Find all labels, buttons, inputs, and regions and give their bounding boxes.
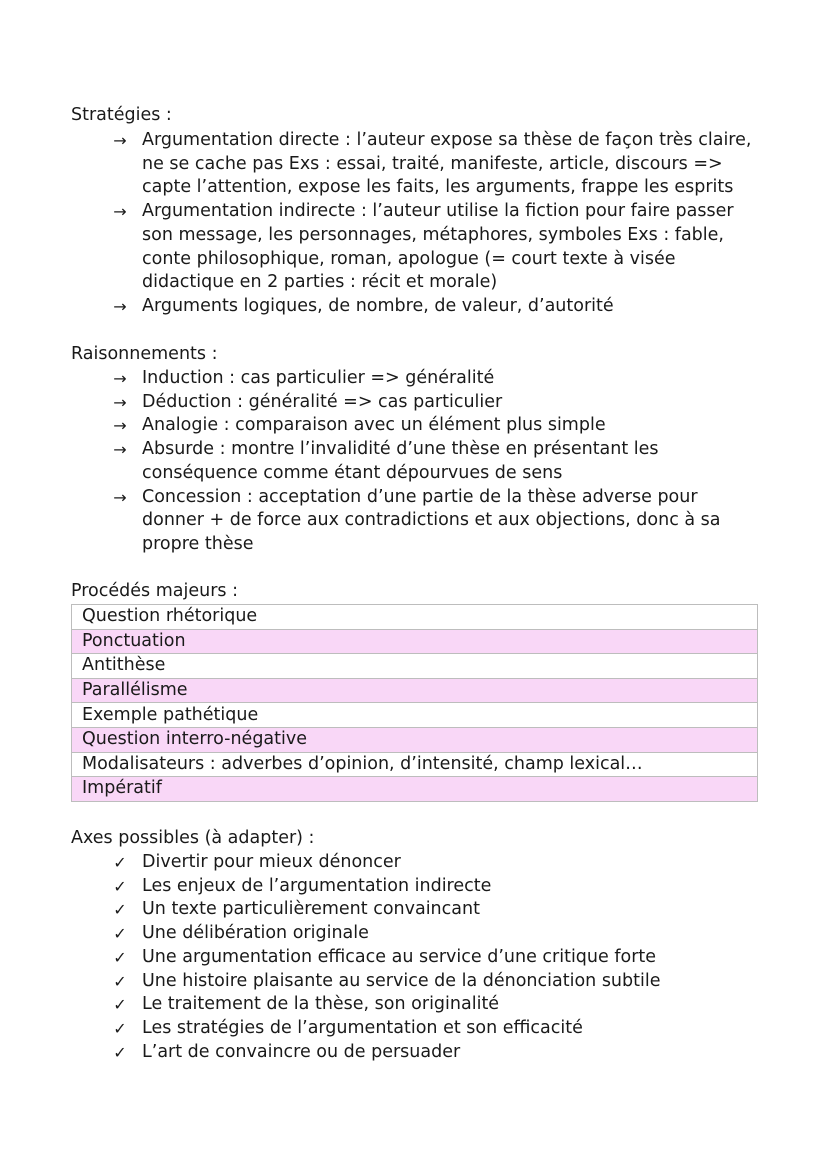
- list-item-text: Un texte particulièrement convaincant: [142, 899, 480, 920]
- check-mark-icon: ✓: [113, 1042, 127, 1062]
- list-item: [0, 875, 828, 899]
- table-cell: Ponctuation: [72, 629, 758, 654]
- right-arrow-icon: →: [113, 392, 127, 412]
- right-arrow-icon: →: [113, 131, 127, 150]
- check-mark-icon: ✓: [113, 971, 127, 991]
- table-cell: Exemple pathétique: [72, 703, 758, 728]
- list-item-text: L’art de convaincre ou de persuader: [142, 1041, 461, 1062]
- list-item-text: Analogie : comparaison avec un élément plus simple: [142, 415, 606, 436]
- table-row: [72, 727, 758, 752]
- check-mark-icon: ✓: [113, 900, 127, 920]
- check-mark-icon: ✓: [113, 924, 127, 944]
- right-arrow-icon: →: [113, 416, 127, 436]
- list-item: [0, 922, 828, 946]
- table-row: [72, 752, 758, 777]
- list-item: [0, 898, 828, 922]
- table-row: [72, 605, 758, 630]
- list-item: [0, 851, 828, 875]
- table-cell: Parallélisme: [72, 678, 758, 703]
- list-item: [0, 993, 828, 1017]
- table-cell: Question rhétorique: [72, 605, 758, 630]
- list-item-text: Arguments logiques, de nombre, de valeur, d’autorité: [142, 295, 614, 316]
- axes-heading: Axes possibles (à adapter) :: [71, 828, 315, 848]
- right-arrow-icon: →: [113, 369, 127, 388]
- list-item: [0, 1017, 828, 1041]
- list-item: [0, 129, 828, 200]
- list-item: [0, 414, 828, 438]
- list-item-text: Absurde : montre l’invalidité d’une thèse en présentant les conséquence comme étant dépourvues de sens: [142, 439, 659, 483]
- list-item-text: Une délibération originale: [142, 923, 369, 944]
- right-arrow-icon: →: [113, 202, 127, 222]
- list-item-text: Les stratégies de l’argumentation et son efficacité: [142, 1017, 583, 1038]
- list-item: [0, 970, 828, 994]
- list-item-text: Divertir pour mieux dénoncer: [142, 852, 401, 872]
- check-mark-icon: ✓: [113, 947, 127, 967]
- list-item: [0, 200, 828, 295]
- list-item-text: Induction : cas particulier => généralité: [142, 368, 495, 388]
- axes-list: [0, 851, 828, 1064]
- list-item: [0, 391, 828, 415]
- list-item: [0, 295, 828, 319]
- list-item: [0, 1041, 828, 1065]
- list-item: [0, 946, 828, 970]
- check-mark-icon: ✓: [113, 1018, 127, 1038]
- list-item-text: Déduction : généralité => cas particulier: [142, 391, 503, 412]
- list-item: [0, 486, 828, 557]
- check-mark-icon: ✓: [113, 853, 127, 872]
- list-item-text: Le traitement de la thèse, son originalité: [142, 994, 500, 1015]
- table-row: [72, 678, 758, 703]
- list-item-text: Argumentation directe : l’auteur expose sa thèse de façon très claire, ne se cache pas Exs : essai, traité, manifeste, article, discours => capte l’attention, expose les faits, les arguments, frappe les esprits: [142, 130, 752, 198]
- list-item-text: Les enjeux de l’argumentation indirecte: [142, 875, 492, 896]
- right-arrow-icon: →: [113, 440, 127, 460]
- right-arrow-icon: →: [113, 296, 127, 316]
- right-arrow-icon: →: [113, 487, 127, 507]
- procedes-heading: Procédés majeurs :: [71, 581, 238, 601]
- list-item: [0, 367, 828, 391]
- strategies-heading: Stratégies :: [71, 105, 172, 125]
- table-cell: Impératif: [72, 777, 758, 802]
- list-item-text: Argumentation indirecte : l’auteur utilise la fiction pour faire passer son message, les personnages, métaphores, symboles Exs : fable, conte philosophique, roman, apologue (= court texte à visée didactique en 2 parties : récit et morale): [142, 201, 734, 293]
- raisonnements-list: [0, 367, 828, 557]
- raisonnements-heading: Raisonnements :: [71, 344, 218, 364]
- list-item: [0, 438, 828, 485]
- procedes-table: [71, 604, 758, 802]
- check-mark-icon: ✓: [113, 995, 127, 1015]
- table-row: [72, 777, 758, 802]
- check-mark-icon: ✓: [113, 876, 127, 896]
- table-cell: Question interro-négative: [72, 727, 758, 752]
- table-row: [72, 654, 758, 679]
- list-item-text: Une argumentation efficace au service d’une critique forte: [142, 946, 657, 967]
- list-item-text: Une histoire plaisante au service de la dénonciation subtile: [142, 970, 661, 991]
- table-cell: Modalisateurs : adverbes d’opinion, d’intensité, champ lexical…: [72, 752, 758, 777]
- table-row: [72, 703, 758, 728]
- table-cell: Antithèse: [72, 654, 758, 679]
- list-item-text: Concession : acceptation d’une partie de la thèse adverse pour donner + de force aux contradictions et aux objections, donc à sa propre thèse: [142, 486, 721, 554]
- table-row: [72, 629, 758, 654]
- strategies-list: [0, 129, 828, 319]
